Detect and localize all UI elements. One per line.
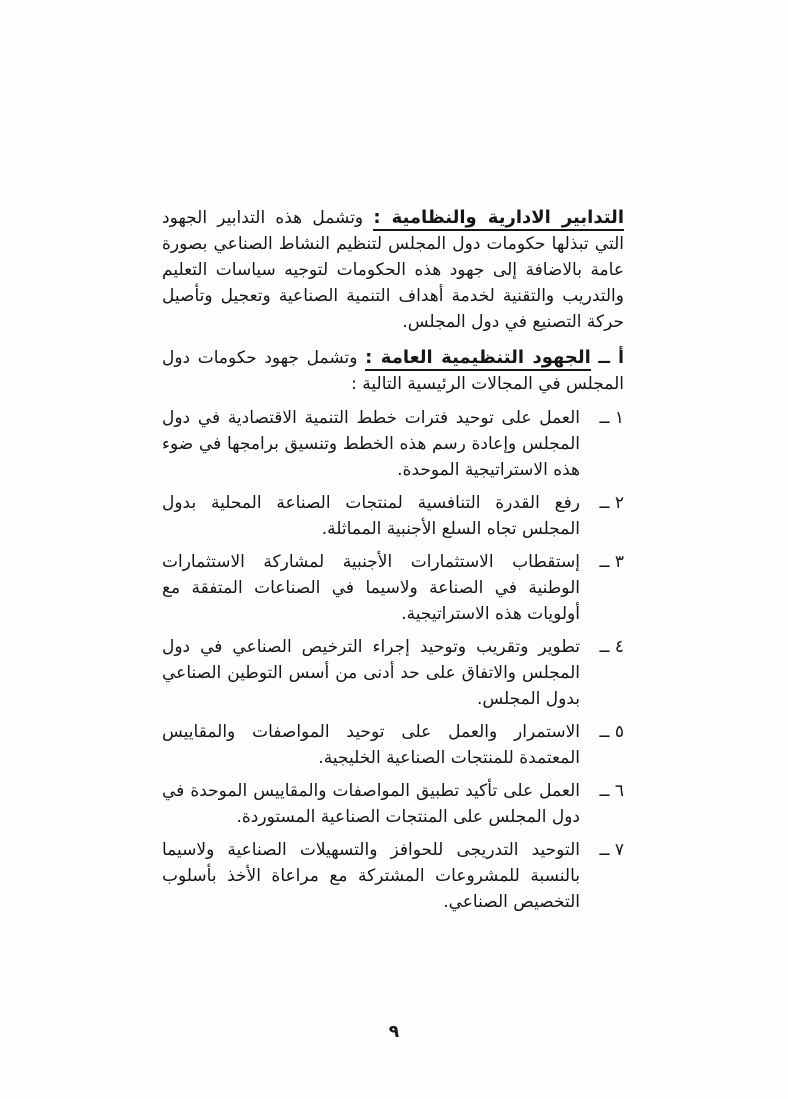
- item-number: [580, 405, 624, 483]
- list-item: [162, 837, 624, 915]
- item-text: الاستمرار والعمل على توحيد المواصفات والمقاييس المعتمدة للمنتجات الصناعية الخليجية.: [162, 722, 580, 768]
- item-text: العمل على تأكيد تطبيق المواصفات والمقاييس الموحدة في دول المجلس على المنتجات الصناعية المستوردة.: [162, 781, 580, 827]
- dash-icon: ــ: [599, 781, 610, 801]
- dash-icon: ــ: [599, 840, 610, 860]
- section-heading: [162, 345, 624, 397]
- number-glyph: ٤: [614, 637, 624, 657]
- intro-title: التدابير الادارية والنظامية :: [373, 207, 624, 231]
- number-glyph: ٢: [614, 493, 624, 513]
- page-number: ٩: [388, 1022, 400, 1042]
- list-item: [162, 719, 624, 771]
- item-text: تطوير وتقريب وتوحيد إجراء الترخيص الصناعي في دول المجلس والاتفاق على حد أدنى من أسس التوطين الصناعي بدول المجلس.: [162, 637, 580, 709]
- list-item: [162, 405, 624, 483]
- intro-paragraph: [162, 205, 624, 335]
- item-number: [580, 719, 624, 771]
- number-glyph: ٧: [614, 840, 624, 860]
- dash-icon: ــ: [599, 722, 610, 742]
- item-number: [580, 778, 624, 830]
- section-heading-text: وتشمل جهود حكومات دول المجلس في المجالات الرئيسية التالية :: [162, 348, 624, 394]
- list-item: [162, 634, 624, 712]
- section-title: الجهود التنظيمية العامة :: [365, 347, 591, 371]
- number-glyph: ٥: [614, 722, 624, 742]
- item-number: [580, 490, 624, 542]
- dash-icon: ــ: [599, 493, 610, 513]
- dash-icon: ــ: [599, 637, 610, 657]
- list-item: [162, 490, 624, 542]
- section-prefix: أ ــ: [598, 348, 625, 368]
- item-text: إستقطاب الاستثمارات الأجنبية لمشاركة الاستثمارات الوطنية في الصناعة ولاسيما في الصناعات المتفقة مع أولويات هذه الاستراتيجية.: [162, 552, 580, 624]
- item-number: [580, 634, 624, 712]
- dash-icon: ــ: [599, 408, 610, 428]
- dash-icon: ــ: [599, 552, 610, 572]
- item-number: [580, 549, 624, 627]
- list-item: [162, 549, 624, 627]
- item-number: [580, 837, 624, 915]
- numbered-list: [162, 405, 624, 915]
- number-glyph: ٦: [614, 781, 624, 801]
- item-text: رفع القدرة التنافسية لمنتجات الصناعة المحلية بدول المجلس تجاه السلع الأجنبية المماثلة.: [162, 493, 580, 539]
- number-glyph: ١: [614, 408, 624, 428]
- number-glyph: ٣: [614, 552, 624, 572]
- list-item: [162, 778, 624, 830]
- intro-text: وتشمل هذه التدابير الجهود التي تبذلها حكومات دول المجلس لتنظيم النشاط الصناعي بصورة عامة بالاضافة إلى جهود هذه الحكومات لتوجيه سياسات التعليم والتدريب والتقنية لخدمة أهداف التنمية الصناعية وتعجيل وتأصيل حركة التصنيع في دول المجلس.: [162, 208, 624, 332]
- page-content: [162, 205, 624, 922]
- item-text: التوحيد التدريجى للحوافز والتسهيلات الصناعية ولاسيما بالنسبة للمشروعات المشتركة مع مراعاة الأخذ بأسلوب التخصيص الصناعي.: [162, 840, 580, 912]
- item-text: العمل على توحيد فترات خطط التنمية الاقتصادية في دول المجلس وإعادة رسم هذه الخطط وتنسيق برامجها في ضوء هذه الاستراتيجية الموحدة.: [162, 408, 580, 480]
